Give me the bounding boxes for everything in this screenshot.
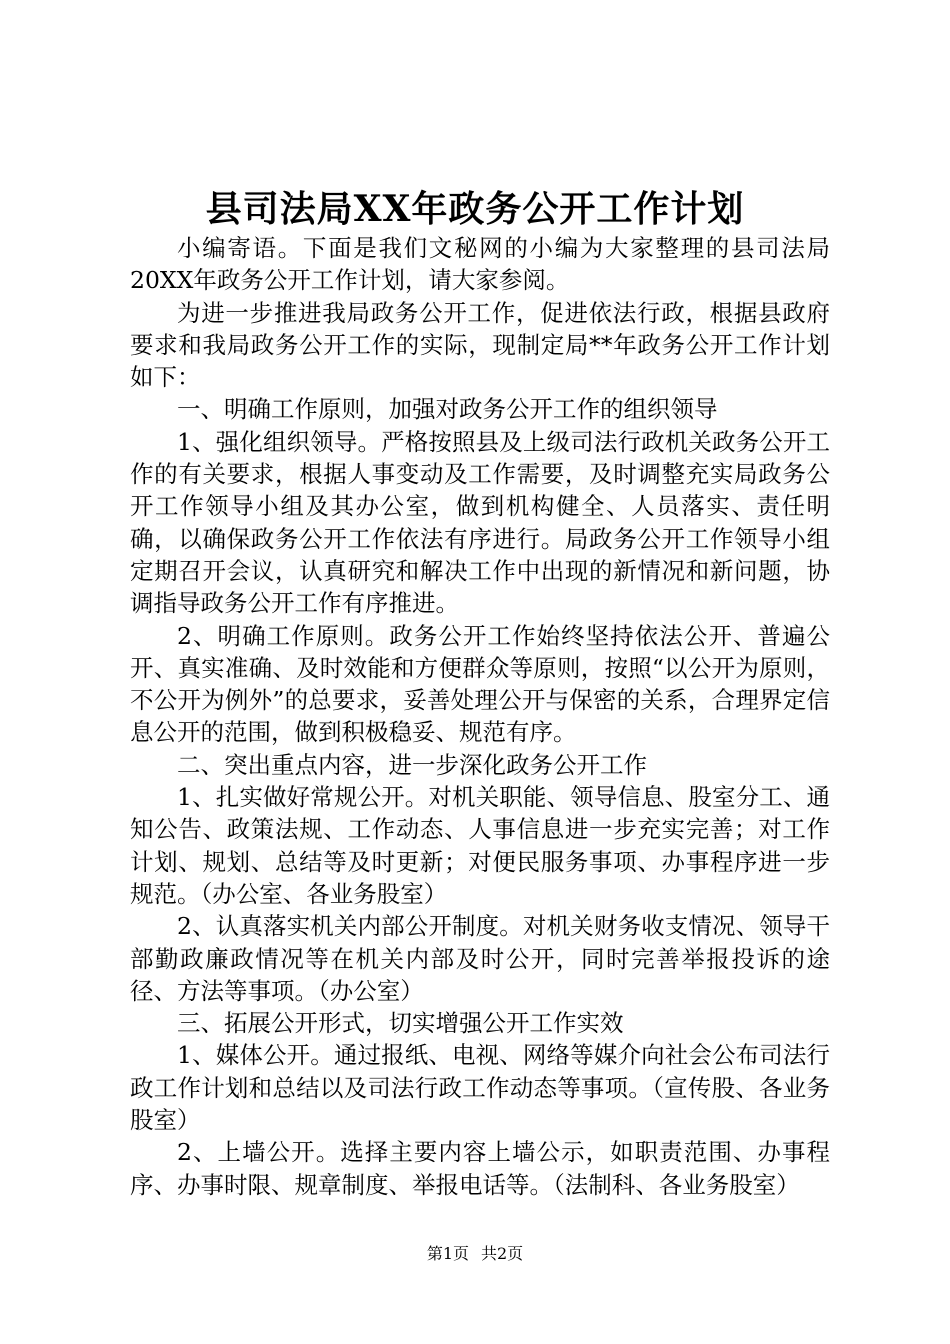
paragraph-1-2: 2、明确工作原则。政务公开工作始终坚持依法公开、普遍公开、真实准确、及时效能和方便群众等原则，按照“以公开为原则，不公开为例外”的总要求，妥善处理公开与保密的关系，合理界定信息公开的范围，做到积极稳妥、规范有序。 — [130, 621, 830, 747]
paragraph-preamble: 为进一步推进我局政务公开工作，促进依法行政，根据县政府要求和我局政务公开工作的实际，现制定局**年政务公开工作计划如下： — [130, 298, 830, 392]
page-footer — [0, 1243, 950, 1265]
paragraph-2-1: 1、扎实做好常规公开。对机关职能、领导信息、股室分工、通知公告、政策法规、工作动态、人事信息进一步充实完善；对工作计划、规划、总结等及时更新；对便民服务事项、办事程序进一步规范。（办公室、各业务股室） — [130, 783, 830, 908]
section-heading-3: 三、拓展公开形式，切实增强公开工作实效 — [177, 1009, 624, 1038]
section-heading-2: 二、突出重点内容，进一步深化政务公开工作 — [177, 750, 647, 779]
paragraph-3-1: 1、媒体公开。通过报纸、电视、网络等媒介向社会公布司法行政工作计划和总结以及司法行政工作动态等事项。（宣传股、各业务股室） — [130, 1041, 830, 1135]
section-heading-1: 一、明确工作原则，加强对政务公开工作的组织领导 — [177, 395, 718, 424]
paragraph-1-1: 1、强化组织领导。严格按照县及上级司法行政机关政务公开工作的有关要求，根据人事变动及工作需要，及时调整充实局政务公开工作领导小组及其办公室，做到机构健全、人员落实、责任明确，以确保政务公开工作依法有序进行。局政务公开工作领导小组定期召开会议，认真研究和解决工作中出现的新情况和新问题，协调指导政务公开工作有序推进。 — [130, 427, 830, 618]
paragraph-intro: 小编寄语。下面是我们文秘网的小编为大家整理的县司法局20XX年政务公开工作计划，请大家参阅。 — [130, 234, 830, 295]
document-title: 县司法局XX年政务公开工作计划 — [205, 188, 745, 230]
page-total: 共2页 — [481, 1244, 524, 1263]
paragraph-3-2: 2、上墙公开。选择主要内容上墙公示，如职责范围、办事程序、办事时限、规章制度、举报电话等。（法制科、各业务股室） — [130, 1138, 830, 1199]
paragraph-2-2: 2、认真落实机关内部公开制度。对机关财务收支情况、领导干部勤政廉政情况等在机关内部及时公开，同时完善举报投诉的途径、方法等事项。（办公室） — [130, 912, 830, 1005]
page-number: 第1页 — [426, 1244, 469, 1263]
document-body — [130, 232, 830, 1201]
